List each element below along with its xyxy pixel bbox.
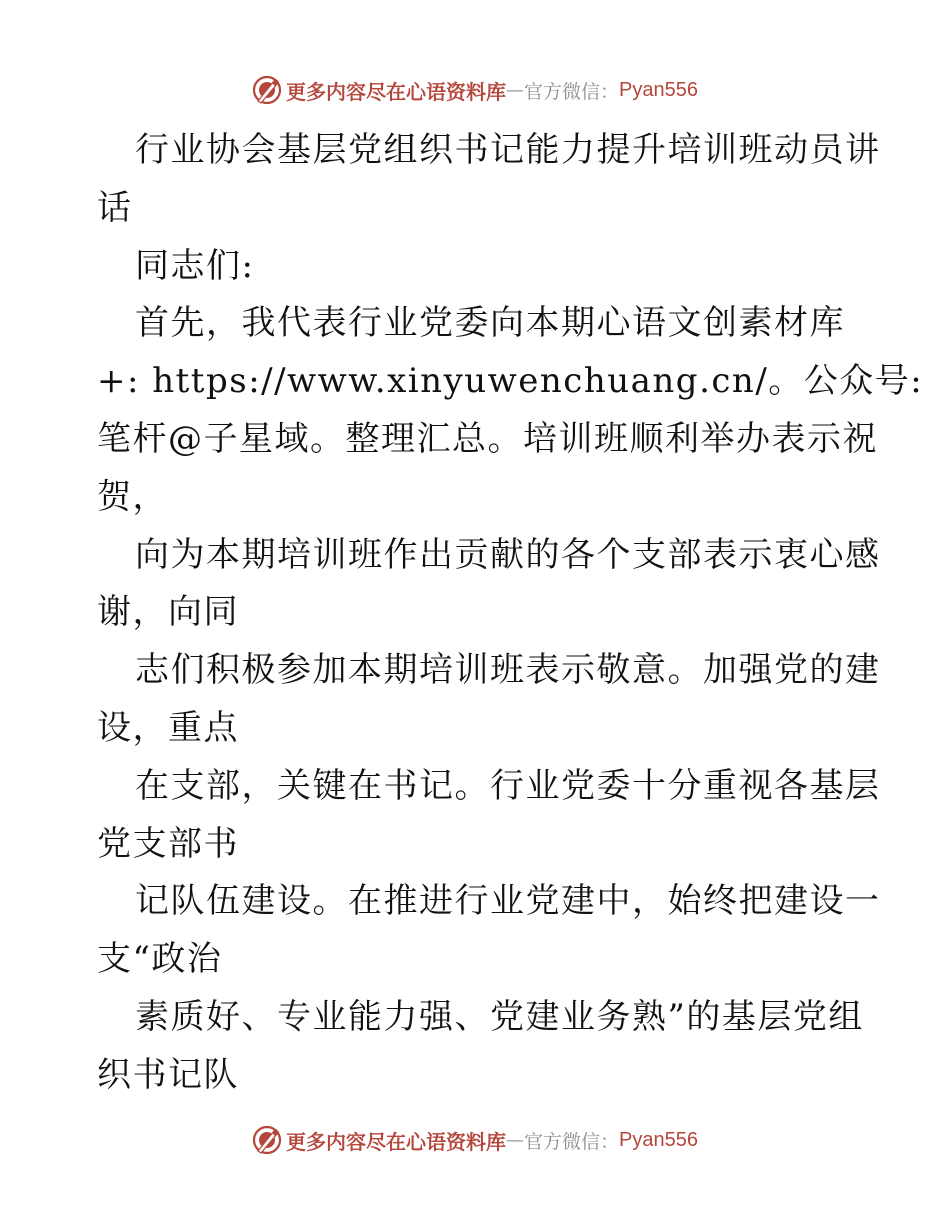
salutation: 同志们: (135, 245, 255, 286)
paragraph-line: 织书记队 (97, 1054, 239, 1095)
paragraph-line: 贺， (97, 476, 168, 517)
banner-text: 更多内容尽在心语资料库 (286, 79, 506, 104)
paragraph-line: 笔杆@子星域。整理汇总。培训班顺利举办表示祝 (97, 418, 878, 459)
paragraph-line: 在支部，关键在书记。行业党委十分重视各基层 (135, 765, 881, 806)
doc-title-line: 话 (97, 187, 133, 228)
paragraph-line: 记队伍建设。在推进行业党建中，始终把建设一 (135, 881, 881, 922)
pen-logo-icon (252, 1125, 282, 1155)
paragraph-line: 志们积极参加本期培训班表示敬意。加强党的建 (135, 650, 881, 691)
document-body (97, 122, 924, 1105)
header-banner (0, 70, 950, 110)
paragraph-line: 设，重点 (97, 707, 239, 748)
footer-banner (0, 1120, 950, 1160)
banner-separator: — (506, 1129, 524, 1151)
pen-logo-icon (252, 75, 282, 105)
paragraph-line: +: https://www.xinyuwenchuang.cn/。公众号: (97, 361, 924, 402)
banner-separator: — (506, 79, 524, 101)
banner-sub-label: 官方微信： (524, 80, 620, 103)
banner-wechat-id: Pyan556 (619, 78, 698, 101)
paragraph-line: 向为本期培训班作出贡献的各个支部表示衷心感 (135, 534, 881, 575)
paragraph-line: 党支部书 (97, 823, 239, 864)
paragraph-line: 素质好、专业能力强、党建业务熟”的基层党组 (135, 996, 864, 1037)
doc-title-line: 行业协会基层党组织书记能力提升培训班动员讲 (135, 130, 881, 170)
banner-wechat-id: Pyan556 (619, 1128, 698, 1151)
paragraph-line: 首先，我代表行业党委向本期心语文创素材库 (135, 303, 845, 344)
banner-text: 更多内容尽在心语资料库 (286, 1129, 506, 1154)
banner-sub-label: 官方微信： (524, 1130, 620, 1153)
paragraph-line: 支“政治 (97, 939, 223, 980)
paragraph-line: 谢，向同 (97, 592, 239, 633)
